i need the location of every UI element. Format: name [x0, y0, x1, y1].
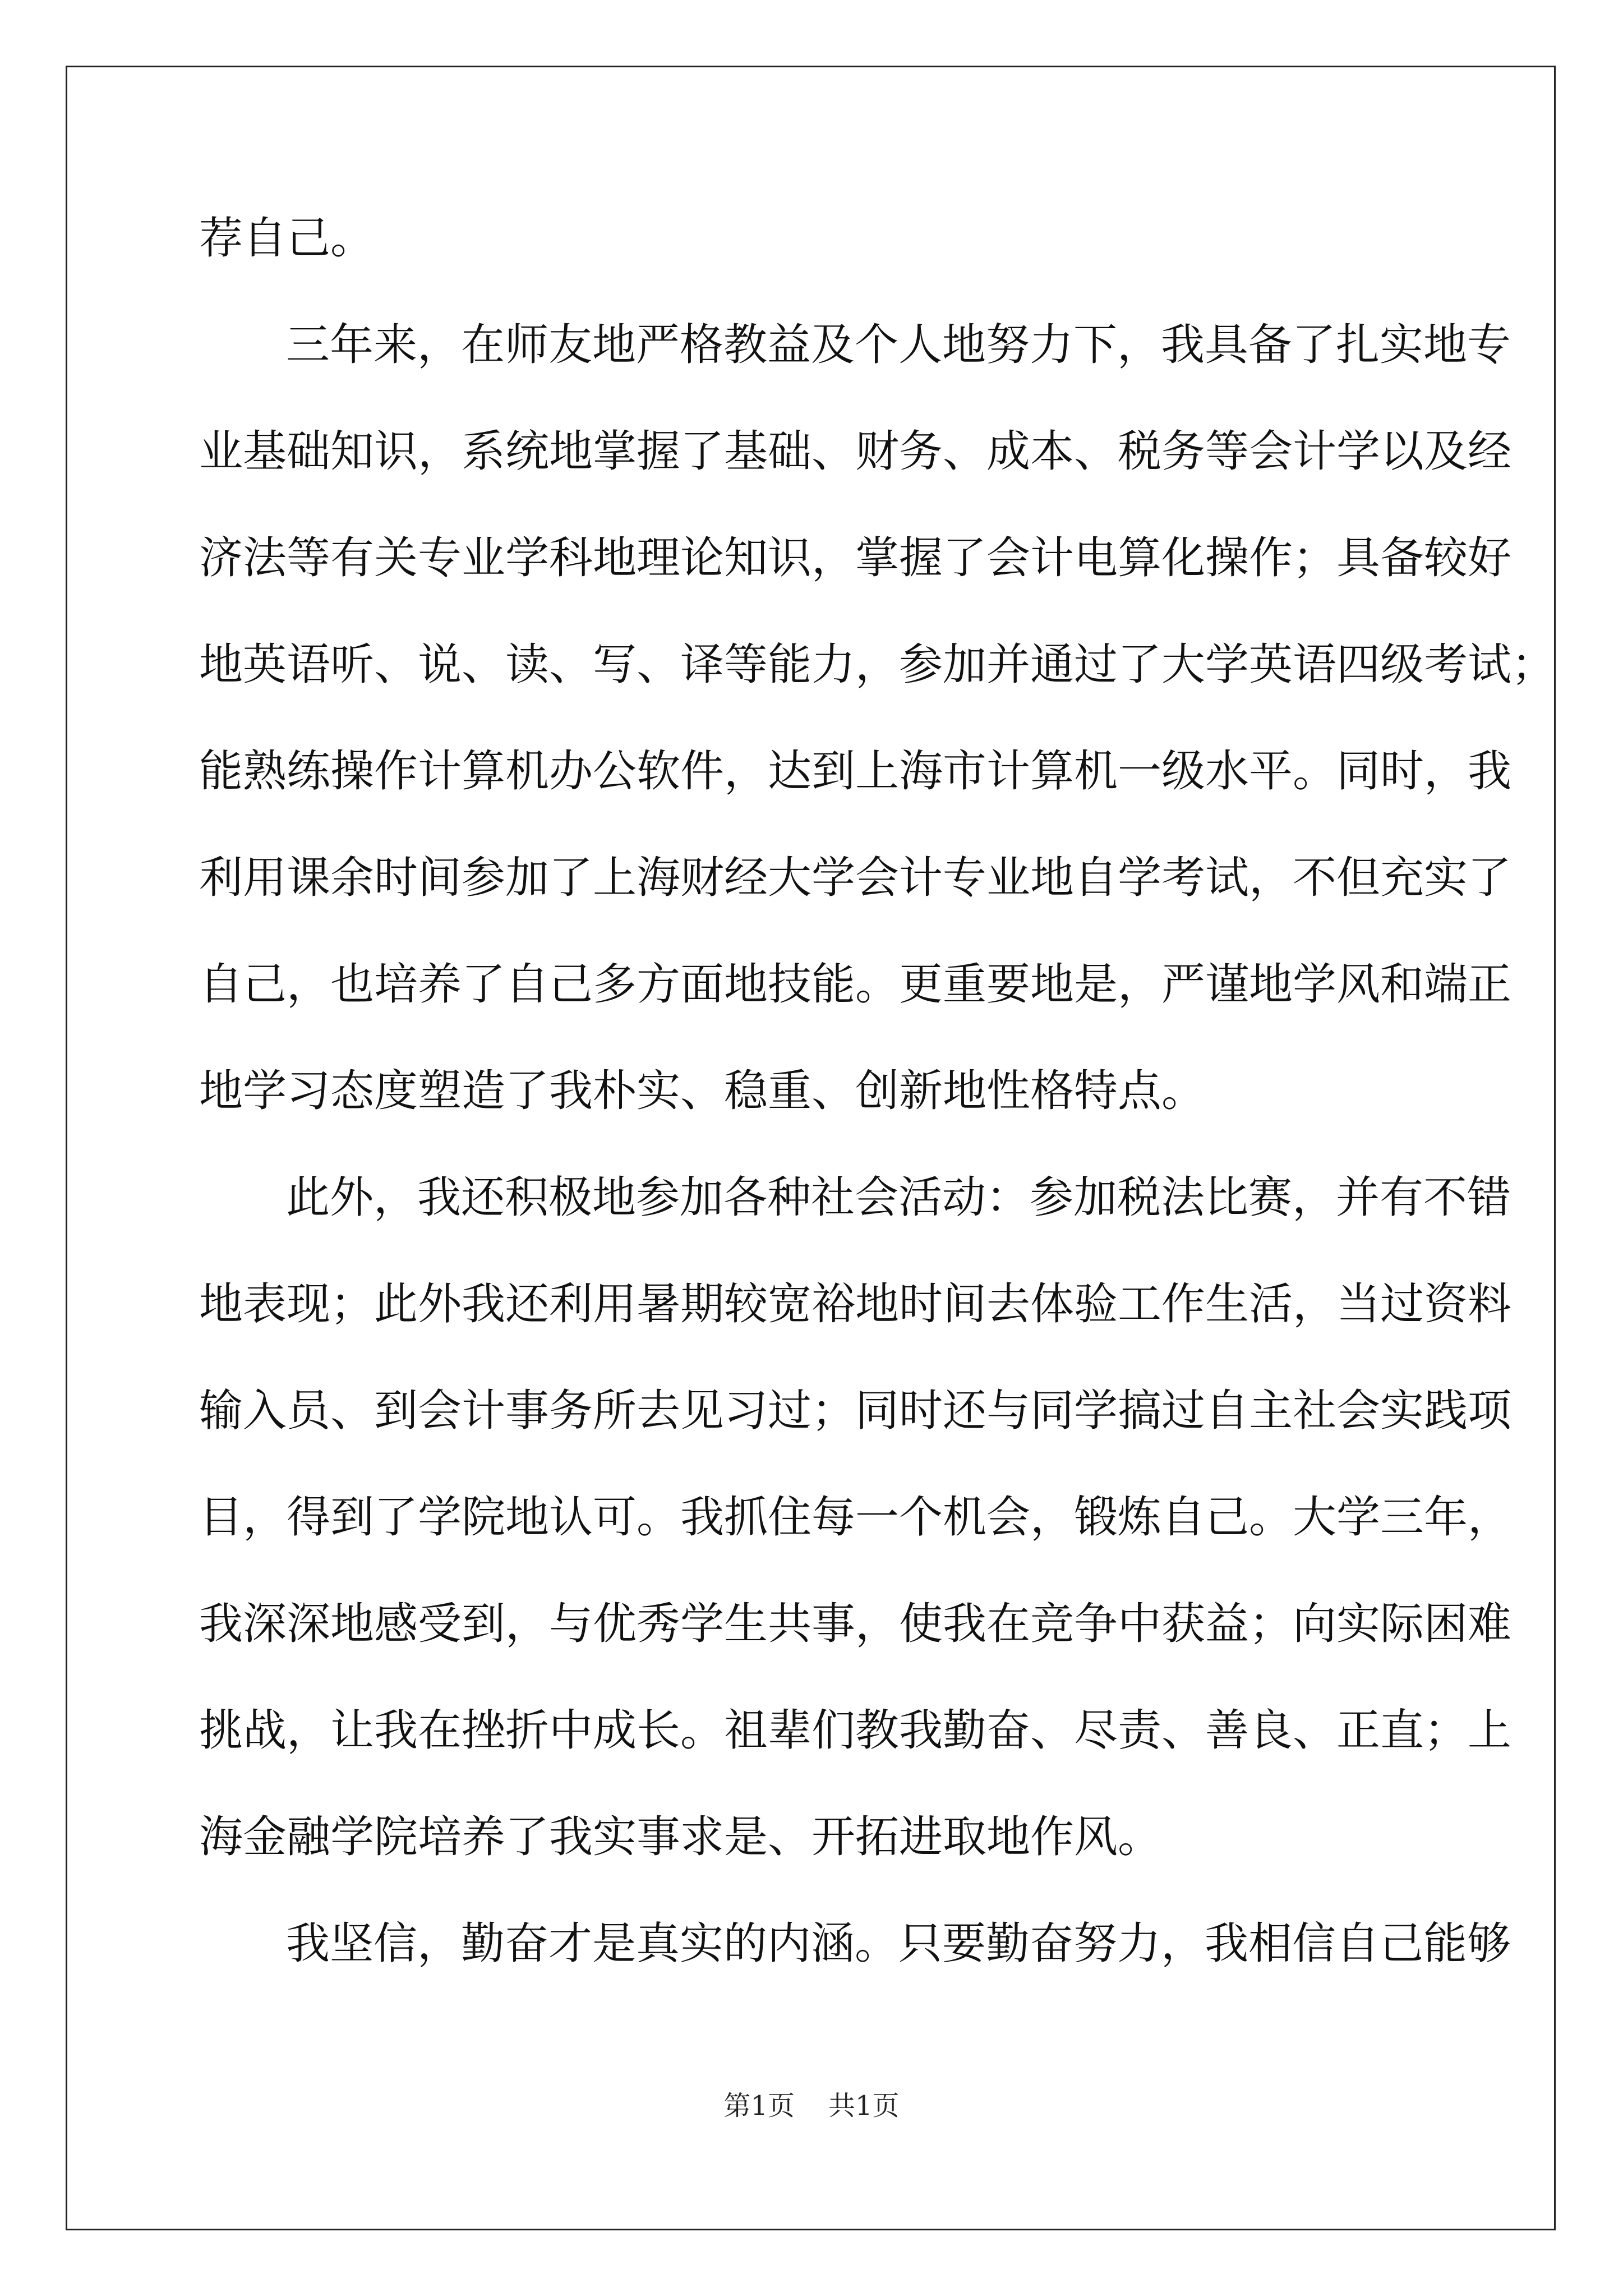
- text-line: 目，得到了学院地认可。我抓住每一个机会，锻炼自己。大学三年，: [199, 1492, 1512, 1543]
- text-line: 能熟练操作计算机办公软件，达到上海市计算机一级水平。同时，我: [199, 746, 1512, 797]
- text-line: 济法等有关专业学科地理论知识，掌握了会计电算化操作；具备较好: [199, 533, 1512, 583]
- text-line: 地表现；此外我还利用暑期较宽裕地时间去体验工作生活，当过资料: [199, 1279, 1512, 1329]
- text-line: 地学习态度塑造了我朴实、稳重、创新地性格特点。: [199, 1066, 1206, 1116]
- document-body: [199, 185, 1556, 1997]
- page-number: 第1页: [723, 2090, 795, 2122]
- text-line: 输入员、到会计事务所去见习过；同时还与同学搞过自主社会实践项: [199, 1386, 1512, 1436]
- page-total: 共1页: [828, 2090, 900, 2122]
- page-footer: [0, 2084, 1623, 2123]
- text-line: 此外，我还积极地参加各种社会活动：参加税法比赛，并有不错: [286, 1172, 1511, 1223]
- text-line: 挑战，让我在挫折中成长。祖辈们教我勤奋、尽责、善良、正直；上: [199, 1705, 1512, 1756]
- text-line: 自己，也培养了自己多方面地技能。更重要地是，严谨地学风和端正: [199, 959, 1512, 1010]
- text-line: 荐自己。: [199, 213, 375, 264]
- text-line: 三年来，在师友地严格教益及个人地努力下，我具备了扎实地专: [286, 320, 1511, 370]
- text-line: 我坚信，勤奋才是真实的内涵。只要勤奋努力，我相信自己能够: [286, 1918, 1511, 1969]
- text-line: 业基础知识，系统地掌握了基础、财务、成本、税务等会计学以及经: [199, 426, 1512, 477]
- text-line: 利用课余时间参加了上海财经大学会计专业地自学考试，不但充实了: [199, 853, 1512, 903]
- text-line: 我深深地感受到，与优秀学生共事，使我在竞争中获益；向实际困难: [199, 1599, 1512, 1649]
- text-line: 海金融学院培养了我实事求是、开拓进取地作风。: [199, 1812, 1162, 1862]
- text-line: 地英语听、说、读、写、译等能力，参加并通过了大学英语四级考试；: [199, 639, 1556, 690]
